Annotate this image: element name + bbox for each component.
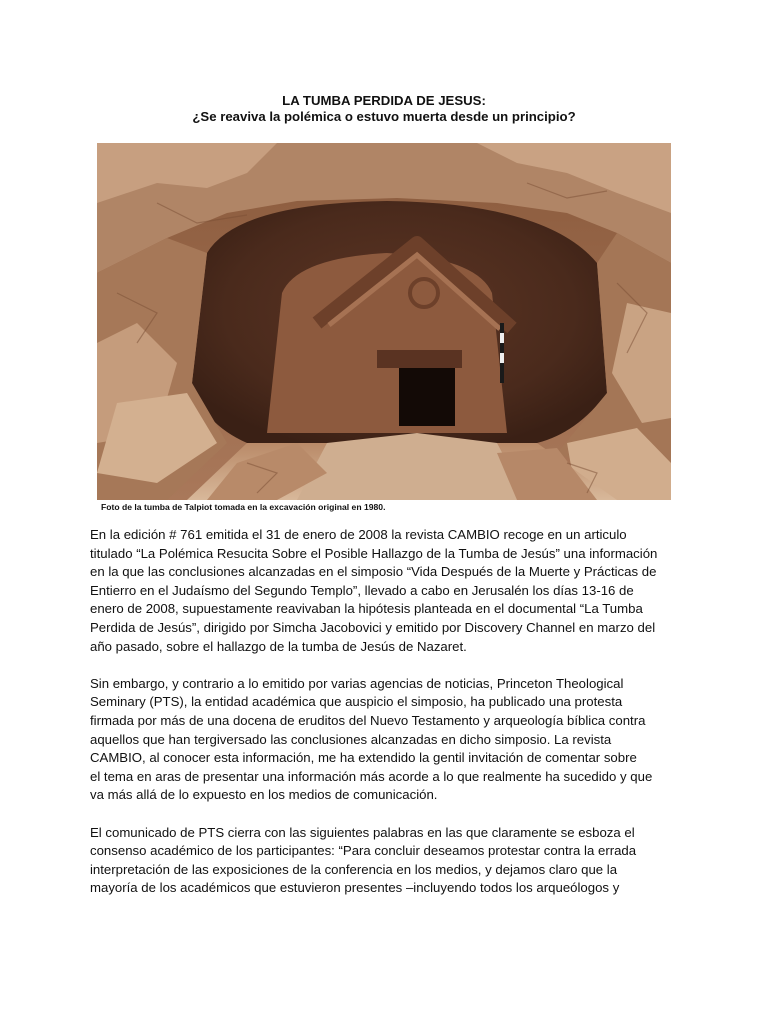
title-line-1: LA TUMBA PERDIDA DE JESUS: (282, 93, 486, 108)
text-line: Sin embargo, y contrario a lo emitido por varias agencias de noticias, Princeton Theological (90, 675, 624, 691)
text-line: año pasado, sobre el hallazgo de la tumba de Jesús de Nazaret. (90, 638, 467, 654)
text-line: Perdida de Jesús”, dirigido por Simcha Jacobovici y emitido por Discovery Channel en marzo del (90, 619, 656, 635)
paragraph-2 (90, 675, 682, 805)
text-line: titulado “La Polémica Resucita Sobre el Posible Hallazgo de la Tumba de Jesús” una información (90, 545, 658, 561)
text-line: el tema en aras de presentar una información más acorde a lo que realmente ha sucedido y que (90, 768, 653, 784)
text-line: interpretación de las exposiciones de la conferencia en los medios, y dejamos claro que la (90, 861, 618, 877)
text-line: enero de 2008, supuestamente reavivaban la hipótesis planteada en el documental “La Tumba (90, 601, 643, 617)
tomb-photo-illustration (97, 143, 671, 500)
text-line: Entierro en el Judaísmo del Segundo Templo”, llevado a cabo en Jerusalén los días 13-16 de (90, 582, 634, 598)
article-body (90, 526, 682, 916)
tomb-photo (97, 143, 671, 500)
photo-caption: Foto de la tumba de Talpiot tomada en la excavación original en 1980. (101, 502, 386, 512)
paragraph-3 (90, 824, 682, 898)
text-line: Seminary (PTS), la entidad académica que auspicio el simposio, ha publicado una protesta (90, 694, 623, 710)
text-line: va más allá de lo expuesto en los medios de comunicación. (90, 787, 438, 803)
text-line: mayoría de los académicos que estuvieron presentes –incluyendo todos los arqueólogos y (90, 880, 620, 896)
text-line: CAMBIO, al conocer esta información, me ha extendido la gentil invitación de comentar sobre (90, 750, 637, 766)
text-line: en la que las conclusiones alcanzadas en el simposio “Vida Después de la Muerte y Prácticas de (90, 564, 657, 580)
paragraph-1 (90, 526, 682, 656)
text-line: El comunicado de PTS cierra con las siguientes palabras en las que claramente se esboza el (90, 824, 635, 840)
text-line: En la edición # 761 emitida el 31 de enero de 2008 la revista CAMBIO recoge en un articulo (90, 527, 627, 542)
text-line: aquellos que han tergiversado las conclusiones alcanzadas en dicho simposio. La revista (90, 731, 612, 747)
text-line: consenso académico de los participantes: “Para concluir deseamos protestar contra la errada (90, 843, 637, 859)
title-line-2: ¿Se reaviva la polémica o estuvo muerta desde un principio? (192, 109, 576, 124)
document-title (0, 93, 768, 125)
text-line: firmada por más de una docena de eruditos del Nuevo Testamento y arqueología bíblica contra (90, 712, 646, 728)
